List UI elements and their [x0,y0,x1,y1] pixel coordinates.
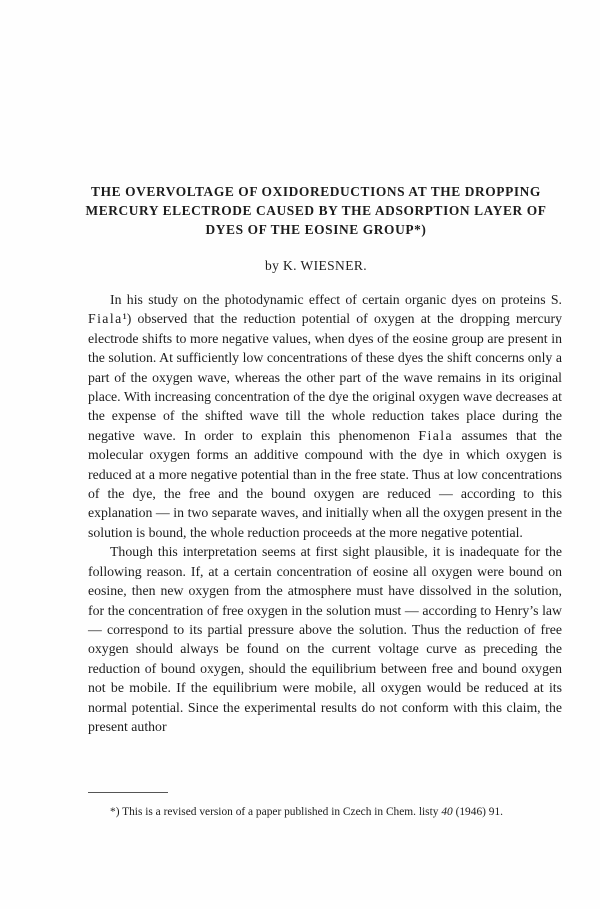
footnote [88,804,562,820]
footnote-volume: 40 [441,806,453,818]
footnote-tail: (1946) 91. [452,806,504,818]
paragraph-1-text-c: assumes that the molecular oxygen forms an additive compound with the dye in which oxygen is reduced at a more negative potential than in the free state. Thus at low concentrations of the dye, the free and the bound oxygen are reduced — according to this explanation — in two separate waves, and initially when all the oxygen present in the solution is bound, the whole reduction proceeds at the more negative potential. [88,427,562,540]
paragraph-1-text-b: ¹) observed that the reduction potential of oxygen at the dropping mercury electrode shifts to more negative values, when dyes of the eosine group are present in the solution. At sufficiently low concentrations of these dyes the shift concerns only a part of the oxygen wave, whereas the other part of the wave remains in its original place. With increasing concentration of the dye the original oxygen wave decreases at the expense of the shifted wave till the whole reduction takes place during the negative wave. In order to explain this phenomenon [88,311,562,443]
footnote-text: *) This is a revised version of a paper published in Czech in Chem. listy [110,806,442,818]
body-paragraph-1 [88,290,562,542]
body-paragraph-2: Though this interpretation seems at first sight plausible, it is inadequate for the following reason. If, at a certain concentration of eosine all oxygen were bound on eosine, then new oxygen from the atmosphere must have dissolved in the solution, for the concentration of free oxygen in the solution must — according to Henry’s law — correspond to its partial pressure above the solution. Thus the reduction of free oxygen should always be found on the current voltage curve as preceding the reduction of bound oxygen, should the equilibrium between free and bound oxygen not be mobile. If the equilibrium were mobile, all oxygen would be reduced at its normal potential. Since the experimental results do not conform with this claim, the present author [88,544,562,734]
author-name-fiala: Fiala [418,427,453,443]
article-byline: by K. WIESNER. [264,258,368,273]
footnote-divider [88,792,168,793]
article-body [88,290,562,736]
author-name-fiala: Fiala [88,311,123,327]
article-title: THE OVERVOLTAGE OF OXIDOREDUCTIONS AT THE DROPPING MERCURY ELECTRODE CAUSED BY THE ADSORPTION LAYER OF DYES OF THE EOSINE GROUP*) [85,184,547,237]
paragraph-1-text-a: In his study on the photodynamic effect of certain organic dyes on proteins S. [110,292,562,307]
